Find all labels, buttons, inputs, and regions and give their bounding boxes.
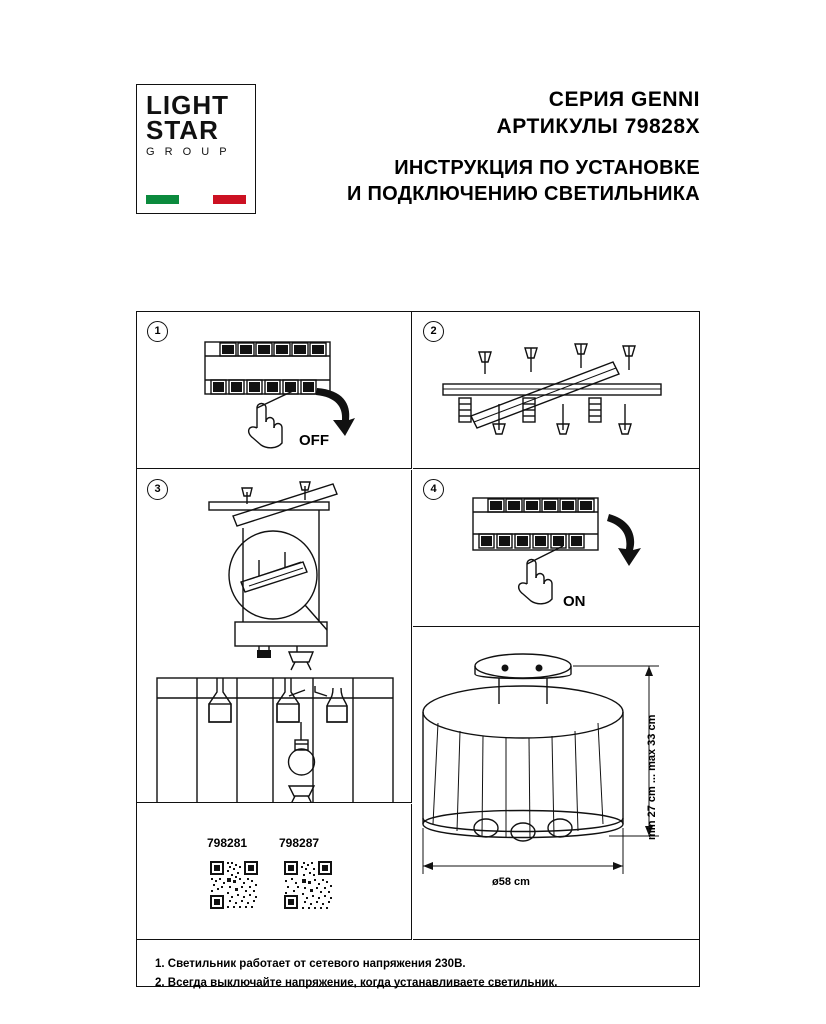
step-2-panel	[413, 312, 699, 469]
italy-flag-icon	[146, 195, 246, 204]
header	[136, 84, 700, 220]
step-4-number: 4	[423, 479, 444, 500]
qr-code-icon-1[interactable]	[283, 860, 333, 910]
document-title-line-1: ИНСТРУКЦИЯ ПО УСТАНОВКЕ	[394, 157, 700, 179]
logo-line-1: LIGHT	[146, 90, 229, 120]
height-dimension-label: min 27 cm ... max 33 cm	[646, 714, 658, 840]
qr-label-0: 798281	[207, 836, 248, 850]
header-text-block	[280, 86, 700, 207]
step-3-number: 3	[147, 479, 168, 500]
diameter-dimension-label: ø58 cm	[492, 876, 530, 888]
article-numbers: АРТИКУЛЫ 79828X	[496, 115, 700, 138]
step-3-panel	[137, 470, 412, 803]
instruction-frame	[136, 311, 700, 987]
note-item-2: 2. Всегда выключайте напряжение, когда устанавливаете светильник.	[155, 977, 558, 989]
product-dimensions-panel	[413, 628, 699, 940]
step-2-number: 2	[423, 321, 444, 342]
series-name: СЕРИЯ GENNI	[548, 88, 700, 111]
qr-label-1: 798287	[279, 836, 320, 850]
step-1-number: 1	[147, 321, 168, 342]
qr-panel	[137, 804, 412, 940]
step-1-illustration	[137, 312, 412, 469]
notes-panel	[137, 941, 699, 989]
brand-logo	[136, 84, 256, 214]
step-3-illustration	[137, 470, 412, 803]
step-4-illustration	[413, 470, 699, 627]
step-4-panel	[413, 470, 699, 627]
logo-line-2: STAR	[146, 115, 219, 145]
step-1-label: OFF	[299, 432, 329, 449]
document-title-line-2: И ПОДКЛЮЧЕНИЮ СВЕТИЛЬНИКА	[346, 183, 700, 205]
note-item-1: 1. Светильник работает от сетевого напряжения 230В.	[155, 958, 466, 970]
step-4-label: ON	[563, 593, 586, 610]
step-1-panel	[137, 312, 412, 469]
notes-list	[155, 955, 557, 993]
logo-subtitle: G R O U P	[146, 146, 231, 158]
document-title	[280, 155, 700, 207]
qr-code-icon-0[interactable]	[209, 860, 259, 910]
step-2-illustration	[413, 312, 699, 469]
